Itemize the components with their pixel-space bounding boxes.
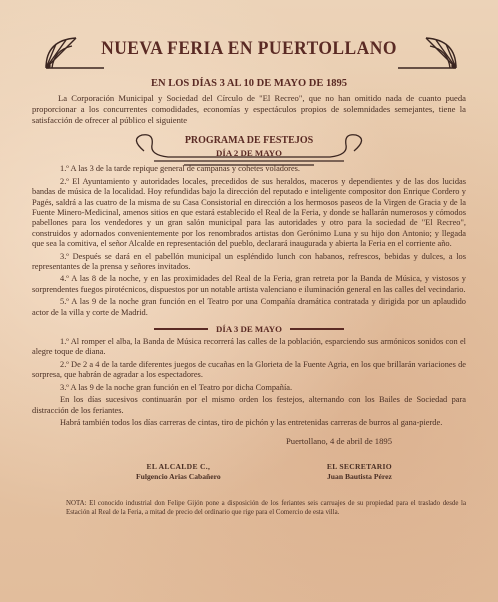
list-item: 3.º Después se dará en el pabellón municipal un espléndido lunch con habanos, refrescos, bebidas y dulces, a los representantes de la prensa y señores invitados. bbox=[32, 251, 466, 272]
list-item: En los días sucesivos continuarán por el mismo orden los festejos, alternando con los Bailes de Sociedad para distracción de los feriantes. bbox=[32, 395, 466, 415]
signature-secretary bbox=[327, 462, 392, 481]
fan-ornament-icon bbox=[394, 34, 460, 72]
day1-items bbox=[14, 164, 484, 318]
list-item: 2.º El Ayuntamiento y autoridades locales, precedidos de sus heraldos, maceros y dependientes y de las dos lucidas bandas de música de la localidad. Hoy refundidas bajo la dirección del reputado e inteligente compositor don Enrique Cordero y Pagés, saldrá a las cuatro de la misma de su Casa Consistorial en dirección a los hermosos paseos de la Virgen de Gracia y de la Fuente Minero-Medicinal, amenos sitios en que estará establecido el Real de la Feria, y donde se hallarán numerosos y cómodos pabellones para los vendedores y un gran salón municipal para las autoridades y otro para la sociedad de "El Recreo", construidos y adornados convenientemente por los renombrados artistas don Gerónimo Luna y su hijo don Antonio; y llegada que sea la comitiva, el señor Alcalde en representación del pueblo, declarará inaugurada y abierta la Feria en el corriente año. bbox=[32, 176, 466, 249]
day2-heading-row bbox=[14, 324, 484, 334]
day1-heading: DÍA 2 DE MAYO bbox=[216, 148, 282, 159]
list-item: 5.º A las 9 de la noche gran función en el Teatro por una Compañía dramática contratada y dirigida por un aplaudido actor de la villa y corte de Madrid. bbox=[32, 297, 466, 317]
page-title: NUEVA FERIA EN PUERTOLLANO bbox=[101, 38, 397, 59]
list-item: 1.º A las 3 de la tarde repique general de campanas y cohetes voladores. bbox=[60, 164, 301, 174]
signatures bbox=[136, 462, 392, 481]
day2-heading: DÍA 3 DE MAYO bbox=[216, 324, 282, 335]
date-range-subtitle: EN LOS DÍAS 3 AL 10 DE MAYO DE 1895 bbox=[151, 78, 347, 89]
intro-paragraph: La Corporación Municipal y Sociedad del Círculo de "El Recreo", que no han omitido nada de cuanto pueda proporcionar a los concurrentes comodidades, economías y espectáculos propios de solemnidades semejantes, tiene la satisfacción de ofrecer al público el siguiente bbox=[32, 93, 466, 125]
divider bbox=[290, 328, 344, 330]
footnote: NOTA: El conocido industrial don Felipe Gijón pone a disposición de los feriantes seis carruajes de su propiedad para el traslado desde la Estación al Real de la Feria, a mitad de precio del ordinario que rige para el Comercio de esta villa. bbox=[66, 500, 466, 517]
list-item: 3.º A las 9 de la noche gran función en el Teatro por dicha Compañía. bbox=[60, 382, 293, 392]
list-item: 1.º Al romper el alba, la Banda de Música recorrerá las calles de la población, esparciendo sus armónicos sonidos con el alegre toque de diana. bbox=[32, 337, 466, 357]
signature-name: Juan Bautista Pérez bbox=[327, 472, 392, 482]
program-title: PROGRAMA DE FESTEJOS bbox=[184, 135, 314, 147]
date-line: Puertollano, 4 de abril de 1895 bbox=[286, 436, 392, 447]
day2-items bbox=[14, 337, 484, 428]
signature-role: EL ALCALDE C., bbox=[146, 462, 211, 472]
list-item: 2.º De 2 a 4 de la tarde diferentes juegos de cucañas en la Glorieta de la Fuente Agria, en los que brillarán variaciones de sorpresa, que habrán de agradar a los espectadores. bbox=[32, 359, 466, 380]
signature-role: EL SECRETARIO bbox=[326, 462, 392, 472]
signature-mayor bbox=[136, 462, 221, 481]
list-item: 4.º A las 8 de la noche, y en las proximidades del Real de la Feria, gran retreta por la Banda de Música, y vistosos y sorprendentes fuegos pirotécnicos, dispuestos por un notable artista valenciano e iluminación general en las calles del vecindario. bbox=[32, 274, 466, 294]
divider bbox=[154, 328, 208, 330]
poster-header bbox=[14, 6, 484, 60]
signature-name: Fulgencio Arias Cabañero bbox=[136, 472, 221, 482]
list-item: Habrá también todos los días carreras de cintas, tiro de pichón y las entretenidas carreras de burros al gana-pierde. bbox=[60, 417, 443, 427]
